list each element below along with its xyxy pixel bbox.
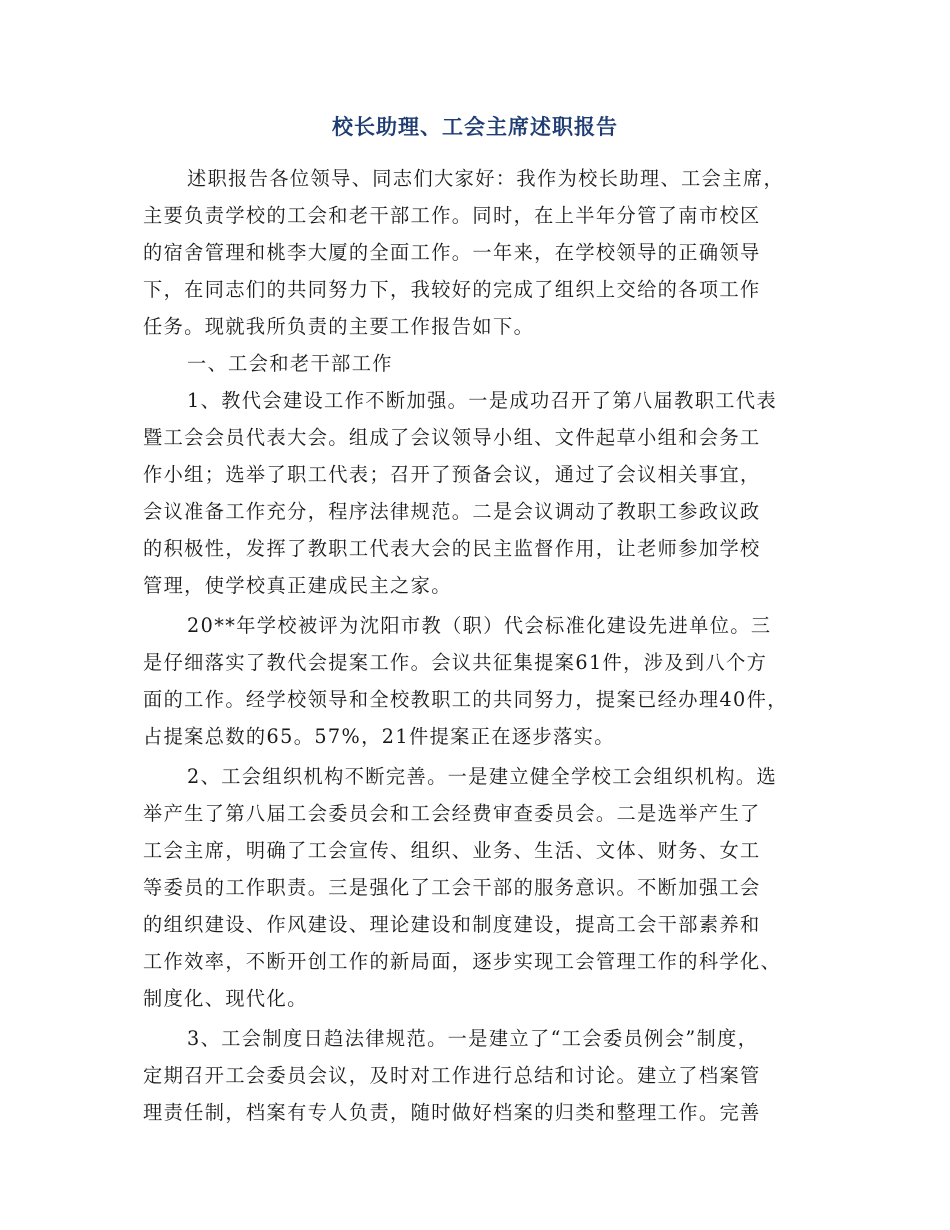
text-line: 的积极性，发挥了教职工代表大会的民主监督作用，让老师参加学校	[143, 537, 761, 560]
text-line: 暨工会会员代表大会。组成了会议领导小组、文件起草小组和会务工	[143, 426, 761, 449]
text-line: 理责任制，档案有专人负责，随时做好档案的归类和整理工作。完善	[143, 1101, 761, 1124]
text-line: 定期召开工会委员会议，及时对工作进行总结和讨论。建立了档案管	[143, 1064, 761, 1087]
text-line: 是仔细落实了教代会提案工作。会议共征集提案61件，涉及到八个方	[143, 651, 768, 674]
text-line: 占提案总数的65。57%，21件提案正在逐步落实。	[143, 725, 615, 748]
text-line: 的组织建设、作风建设、理论建设和制度建设，提高工会干部素养和	[143, 913, 761, 936]
text-line: 主要负责学校的工会和老干部工作。同时，在上半年分管了南市校区	[143, 204, 761, 227]
text-line: 的宿舍管理和桃李大厦的全面工作。一年来，在学校领导的正确领导	[143, 241, 761, 264]
text-line: 会议准备工作充分，程序法律规范。二是会议调动了教职工参政议政	[143, 500, 761, 523]
text-line: 工作效率，不断开创工作的新局面，逐步实现工会管理工作的科学化、	[143, 950, 782, 973]
text-line: 面的工作。经学校领导和全校教职工的共同努力，提案已经办理40件，	[143, 688, 788, 711]
document-title: 校长助理、工会主席述职报告	[332, 114, 618, 139]
text-line: 作小组；选举了职工代表；召开了预备会议，通过了会议相关事宜，	[143, 463, 761, 486]
text-line: 3、工会制度日趋法律规范。一是建立了“工会委员例会”制度，	[187, 1027, 759, 1050]
text-line: 述职报告各位领导、同志们大家好：我作为校长助理、工会主席，	[187, 167, 785, 190]
text-line: 2、工会组织机构不断完善。一是建立健全学校工会组织机构。选	[187, 765, 778, 788]
text-line: 等委员的工作职责。三是强化了工会干部的服务意识。不断加强工会	[143, 876, 761, 899]
text-line: 制度化、现代化。	[143, 987, 308, 1010]
text-line: 下，在同志们的共同努力下，我较好的完成了组织上交给的各项工作	[143, 278, 761, 301]
document-body	[143, 160, 813, 1131]
text-line: 举产生了第八届工会委员会和工会经费审查委员会。二是选举产生了	[143, 802, 761, 825]
text-line: 一、工会和老干部工作	[187, 352, 393, 375]
text-line: 1、教代会建设工作不断加强。一是成功召开了第八届教职工代表	[187, 389, 778, 412]
text-line: 20**年学校被评为沈阳市教（职）代会标准化建设先进单位。三	[187, 614, 772, 637]
text-line: 任务。现就我所负责的主要工作报告如下。	[143, 315, 535, 338]
text-line: 管理，使学校真正建成民主之家。	[143, 574, 452, 597]
text-line: 工会主席，明确了工会宣传、组织、业务、生活、文体、财务、女工	[143, 839, 761, 862]
